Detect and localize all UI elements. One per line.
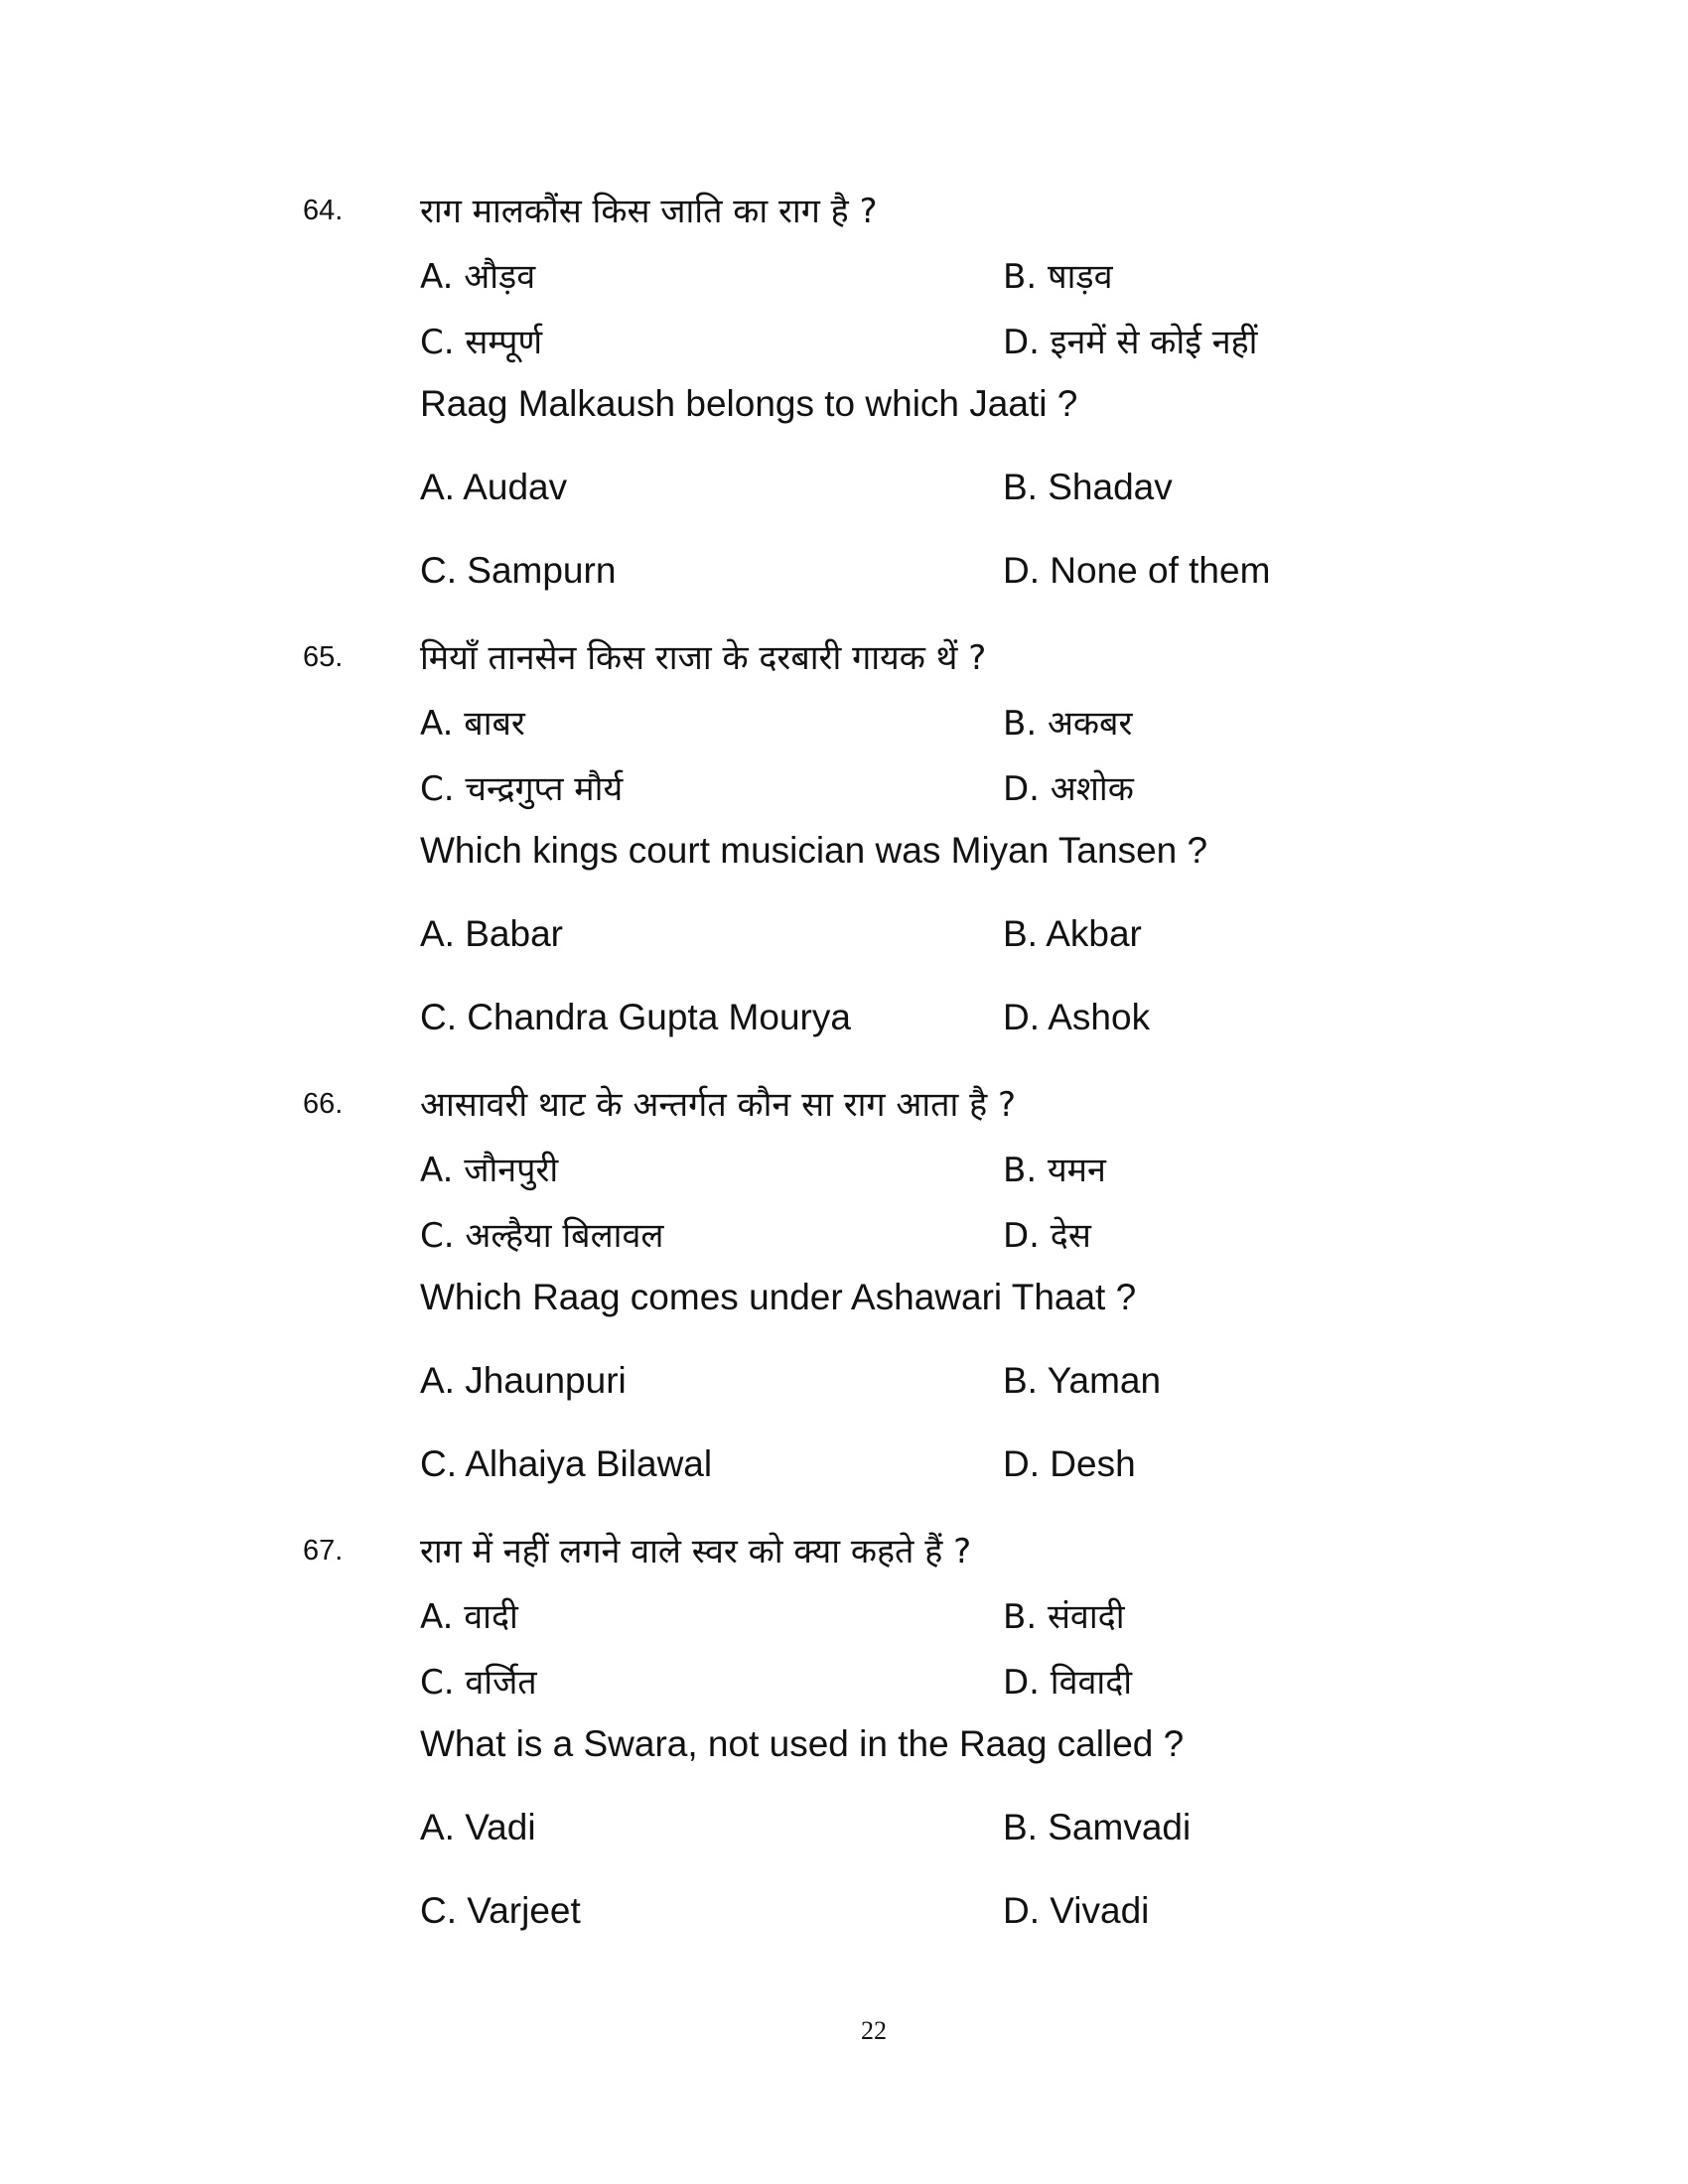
- page-number: 22: [861, 2016, 887, 2045]
- english-question-text: What is a Swara, not used in the Raag called ?: [420, 1723, 1185, 1764]
- hindi-question-text: मियाँ तानसेन किस राजा के दरबारी गायक थें ?: [420, 638, 987, 678]
- english-option-d: D. Desh: [1003, 1443, 1136, 1484]
- hindi-option-a: A. बाबर: [420, 704, 525, 744]
- hindi-option-d: D. अशोक: [1003, 769, 1134, 809]
- hindi-option-c: C. चन्द्रगुप्त मौर्य: [420, 769, 624, 809]
- english-question-text: Raag Malkaush belongs to which Jaati ?: [420, 383, 1078, 424]
- english-option-a: A. Jhaunpuri: [420, 1360, 627, 1401]
- question-number: 64.: [303, 195, 344, 226]
- english-option-d: D. None of them: [1003, 550, 1271, 591]
- hindi-option-c: C. अल्हैया बिलावल: [420, 1216, 664, 1256]
- hindi-option-a: A. वादी: [420, 1597, 518, 1637]
- english-option-b: B. Yaman: [1003, 1360, 1162, 1401]
- hindi-option-a: A. जौनपुरी: [420, 1151, 559, 1190]
- english-option-c: C. Varjeet: [420, 1890, 581, 1931]
- english-option-b: B. Akbar: [1003, 913, 1142, 954]
- english-option-b: B. Shadav: [1003, 467, 1173, 507]
- question-number: 67.: [303, 1535, 344, 1567]
- hindi-option-d: D. विवादी: [1003, 1663, 1133, 1703]
- hindi-option-b: B. षाड़व: [1003, 257, 1113, 297]
- english-option-c: C. Chandra Gupta Mourya: [420, 997, 851, 1037]
- english-option-a: A. Vadi: [420, 1807, 536, 1847]
- hindi-option-a: A. औड़व: [420, 257, 536, 297]
- english-option-c: C. Sampurn: [420, 550, 617, 591]
- hindi-question-text: राग में नहीं लगने वाले स्वर को क्या कहते हैं ?: [420, 1532, 972, 1571]
- hindi-option-b: B. अकबर: [1003, 704, 1133, 744]
- english-option-d: D. Ashok: [1003, 997, 1151, 1037]
- english-question-text: Which Raag comes under Ashawari Thaat ?: [420, 1277, 1137, 1317]
- english-question-text: Which kings court musician was Miyan Tansen ?: [420, 830, 1208, 871]
- hindi-option-b: B. संवादी: [1003, 1597, 1125, 1637]
- hindi-option-c: C. वर्जित: [420, 1663, 537, 1703]
- question-number: 66.: [303, 1088, 344, 1120]
- hindi-question-text: राग मालकौंस किस जाति का राग है ?: [420, 192, 878, 231]
- english-option-d: D. Vivadi: [1003, 1890, 1150, 1931]
- question-number: 65.: [303, 641, 344, 673]
- hindi-option-d: D. देस: [1003, 1216, 1091, 1256]
- english-option-b: B. Samvadi: [1003, 1807, 1192, 1847]
- english-option-c: C. Alhaiya Bilawal: [420, 1443, 713, 1484]
- hindi-option-b: B. यमन: [1003, 1151, 1106, 1190]
- hindi-question-text: आसावरी थाट के अन्तर्गत कौन सा राग आता है ?: [420, 1085, 1017, 1125]
- hindi-option-d: D. इनमें से कोई नहीं: [1003, 323, 1258, 362]
- english-option-a: A. Audav: [420, 467, 568, 507]
- hindi-option-c: C. सम्पूर्ण: [420, 323, 543, 362]
- english-option-a: A. Babar: [420, 913, 563, 954]
